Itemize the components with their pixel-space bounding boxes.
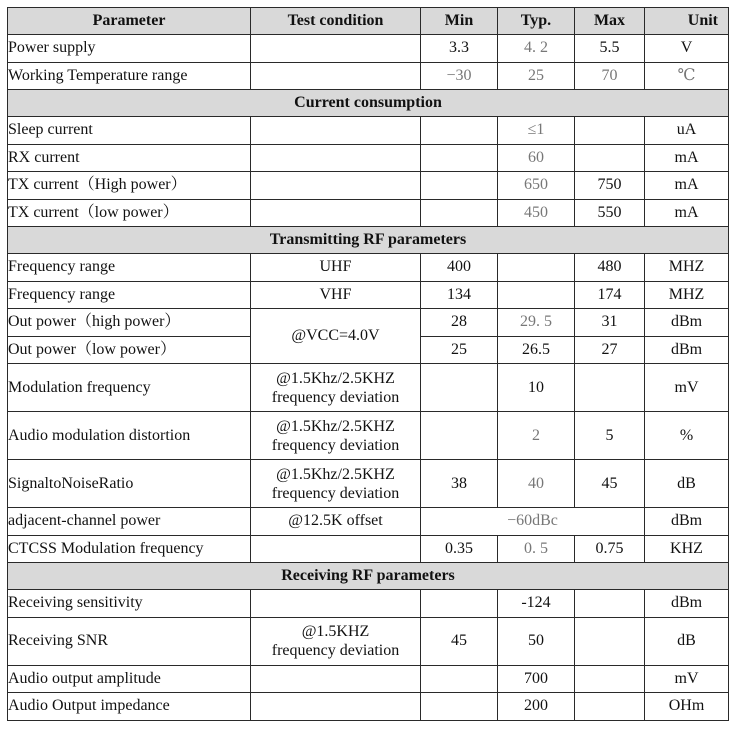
param-cell: SignaltoNoiseRatio <box>8 460 251 508</box>
max-cell <box>575 364 645 412</box>
condition-cell: @12.5K offset <box>251 508 421 536</box>
min-cell <box>421 693 498 721</box>
table-row <box>8 617 729 665</box>
unit-cell: dBm <box>645 309 729 337</box>
header-parameter: Parameter <box>8 8 251 35</box>
param-cell: Sleep current <box>8 117 251 145</box>
param-cell: Out power（low power） <box>8 336 251 364</box>
typ-cell: 50 <box>498 617 575 665</box>
min-cell <box>421 412 498 460</box>
min-cell: 0.35 <box>421 535 498 563</box>
condition-cell <box>251 62 421 90</box>
header-row <box>8 8 729 35</box>
param-cell: Power supply <box>8 35 251 63</box>
min-cell: 400 <box>421 254 498 282</box>
min-cell <box>421 199 498 227</box>
table-row <box>8 144 729 172</box>
typ-cell: 200 <box>498 693 575 721</box>
max-cell <box>575 693 645 721</box>
max-cell: 0.75 <box>575 535 645 563</box>
param-cell: TX current（low power） <box>8 199 251 227</box>
typ-cell: 25 <box>498 62 575 90</box>
typ-cell: 4. 2 <box>498 35 575 63</box>
max-cell: 750 <box>575 172 645 200</box>
typ-cell: ≤1 <box>498 117 575 145</box>
min-cell <box>421 172 498 200</box>
max-cell <box>575 590 645 618</box>
max-cell: 480 <box>575 254 645 282</box>
unit-cell: V <box>645 35 729 63</box>
max-cell: 70 <box>575 62 645 90</box>
section-header <box>8 90 729 117</box>
max-cell <box>575 665 645 693</box>
condition-cell <box>251 364 421 412</box>
typ-cell: 700 <box>498 665 575 693</box>
unit-cell: uA <box>645 117 729 145</box>
max-cell: 31 <box>575 309 645 337</box>
condition-cell <box>251 172 421 200</box>
unit-cell: mA <box>645 199 729 227</box>
condition-cell <box>251 693 421 721</box>
max-cell: 550 <box>575 199 645 227</box>
unit-cell: mV <box>645 665 729 693</box>
unit-cell: dBm <box>645 590 729 618</box>
section-header <box>8 227 729 254</box>
condition-cell <box>251 460 421 508</box>
typ-cell <box>498 281 575 309</box>
unit-cell: dBm <box>645 508 729 536</box>
unit-cell: ℃ <box>645 62 729 90</box>
section-title-rx: Receiving RF parameters <box>8 563 729 590</box>
unit-cell: MHZ <box>645 254 729 282</box>
min-cell <box>421 117 498 145</box>
table-row <box>8 665 729 693</box>
min-cell <box>421 665 498 693</box>
condition-line-1: @1.5KHZ <box>301 623 370 640</box>
max-cell: 5.5 <box>575 35 645 63</box>
param-cell: Frequency range <box>8 254 251 282</box>
max-cell: 27 <box>575 336 645 364</box>
param-cell: Working Temperature range <box>8 62 251 90</box>
condition-line-2: frequency deviation <box>271 642 400 659</box>
min-cell <box>421 364 498 412</box>
table-row <box>8 693 729 721</box>
param-cell: Receiving sensitivity <box>8 590 251 618</box>
min-cell: 28 <box>421 309 498 337</box>
typ-cell: 0. 5 <box>498 535 575 563</box>
min-cell: 38 <box>421 460 498 508</box>
header-condition: Test condition <box>251 8 421 35</box>
table-row <box>8 364 729 412</box>
spec-table <box>7 7 729 721</box>
condition-cell <box>251 144 421 172</box>
max-cell: 5 <box>575 412 645 460</box>
table-row <box>8 199 729 227</box>
typ-cell: 26.5 <box>498 336 575 364</box>
table-row <box>8 508 729 536</box>
param-cell: adjacent-channel power <box>8 508 251 536</box>
unit-cell: dBm <box>645 336 729 364</box>
param-cell: CTCSS Modulation frequency <box>8 535 251 563</box>
table-row <box>8 35 729 63</box>
unit-cell: OHm <box>645 693 729 721</box>
condition-cell <box>251 665 421 693</box>
max-cell <box>575 144 645 172</box>
unit-cell: mA <box>645 144 729 172</box>
min-cell: 134 <box>421 281 498 309</box>
min-cell: 3.3 <box>421 35 498 63</box>
typ-cell: 10 <box>498 364 575 412</box>
max-cell: 45 <box>575 460 645 508</box>
condition-cell <box>251 617 421 665</box>
condition-line-1: @1.5Khz/2.5KHZ <box>276 417 395 435</box>
condition-cell: @VCC=4.0V <box>251 309 421 364</box>
table-row <box>8 535 729 563</box>
typ-cell: -124 <box>498 590 575 618</box>
condition-cell <box>251 199 421 227</box>
typ-cell: 60 <box>498 144 575 172</box>
min-cell: −30 <box>421 62 498 90</box>
condition-cell <box>251 117 421 145</box>
condition-line-1: @1.5Khz/2.5KHZ <box>276 369 395 387</box>
table-row <box>8 309 729 337</box>
table-row <box>8 590 729 618</box>
unit-cell: KHZ <box>645 535 729 563</box>
unit-cell: mA <box>645 172 729 200</box>
condition-line-2: frequency deviation <box>271 484 400 502</box>
max-cell <box>575 617 645 665</box>
param-cell: RX current <box>8 144 251 172</box>
param-cell: Audio Output impedance <box>8 693 251 721</box>
table-row <box>8 172 729 200</box>
condition-cell: VHF <box>251 281 421 309</box>
max-cell: 174 <box>575 281 645 309</box>
typ-cell: 2 <box>498 412 575 460</box>
section-title-tx: Transmitting RF parameters <box>8 227 729 254</box>
condition-line-2: frequency deviation <box>271 436 400 454</box>
param-cell: Modulation frequency <box>8 364 251 412</box>
unit-cell: MHZ <box>645 281 729 309</box>
table-row <box>8 62 729 90</box>
min-cell <box>421 590 498 618</box>
table-row <box>8 460 729 508</box>
table-row <box>8 254 729 282</box>
param-cell: Frequency range <box>8 281 251 309</box>
section-title-current: Current consumption <box>8 90 729 117</box>
param-cell: Receiving SNR <box>8 617 251 665</box>
condition-line-2: frequency deviation <box>271 388 400 406</box>
condition-cell: UHF <box>251 254 421 282</box>
value-cell: −60dBc <box>421 508 645 536</box>
unit-cell: % <box>645 412 729 460</box>
header-max: Max <box>575 8 645 35</box>
param-cell: Out power（high power） <box>8 309 251 337</box>
typ-cell: 650 <box>498 172 575 200</box>
typ-cell: 450 <box>498 199 575 227</box>
typ-cell: 40 <box>498 460 575 508</box>
min-cell: 25 <box>421 336 498 364</box>
header-unit: Unit <box>645 8 729 35</box>
min-cell: 45 <box>421 617 498 665</box>
condition-cell <box>251 590 421 618</box>
max-cell <box>575 117 645 145</box>
unit-cell: dB <box>645 460 729 508</box>
condition-cell <box>251 412 421 460</box>
table-row <box>8 281 729 309</box>
min-cell <box>421 144 498 172</box>
condition-cell <box>251 35 421 63</box>
header-min: Min <box>421 8 498 35</box>
param-cell: Audio output amplitude <box>8 665 251 693</box>
param-cell: Audio modulation distortion <box>8 412 251 460</box>
table-row <box>8 117 729 145</box>
table-row <box>8 412 729 460</box>
section-header <box>8 563 729 590</box>
condition-cell <box>251 535 421 563</box>
header-typ: Typ. <box>498 8 575 35</box>
unit-cell: dB <box>645 617 729 665</box>
typ-cell <box>498 254 575 282</box>
condition-line-1: @1.5Khz/2.5KHZ <box>276 465 395 483</box>
param-cell: TX current（High power） <box>8 172 251 200</box>
unit-cell: mV <box>645 364 729 412</box>
typ-cell: 29. 5 <box>498 309 575 337</box>
